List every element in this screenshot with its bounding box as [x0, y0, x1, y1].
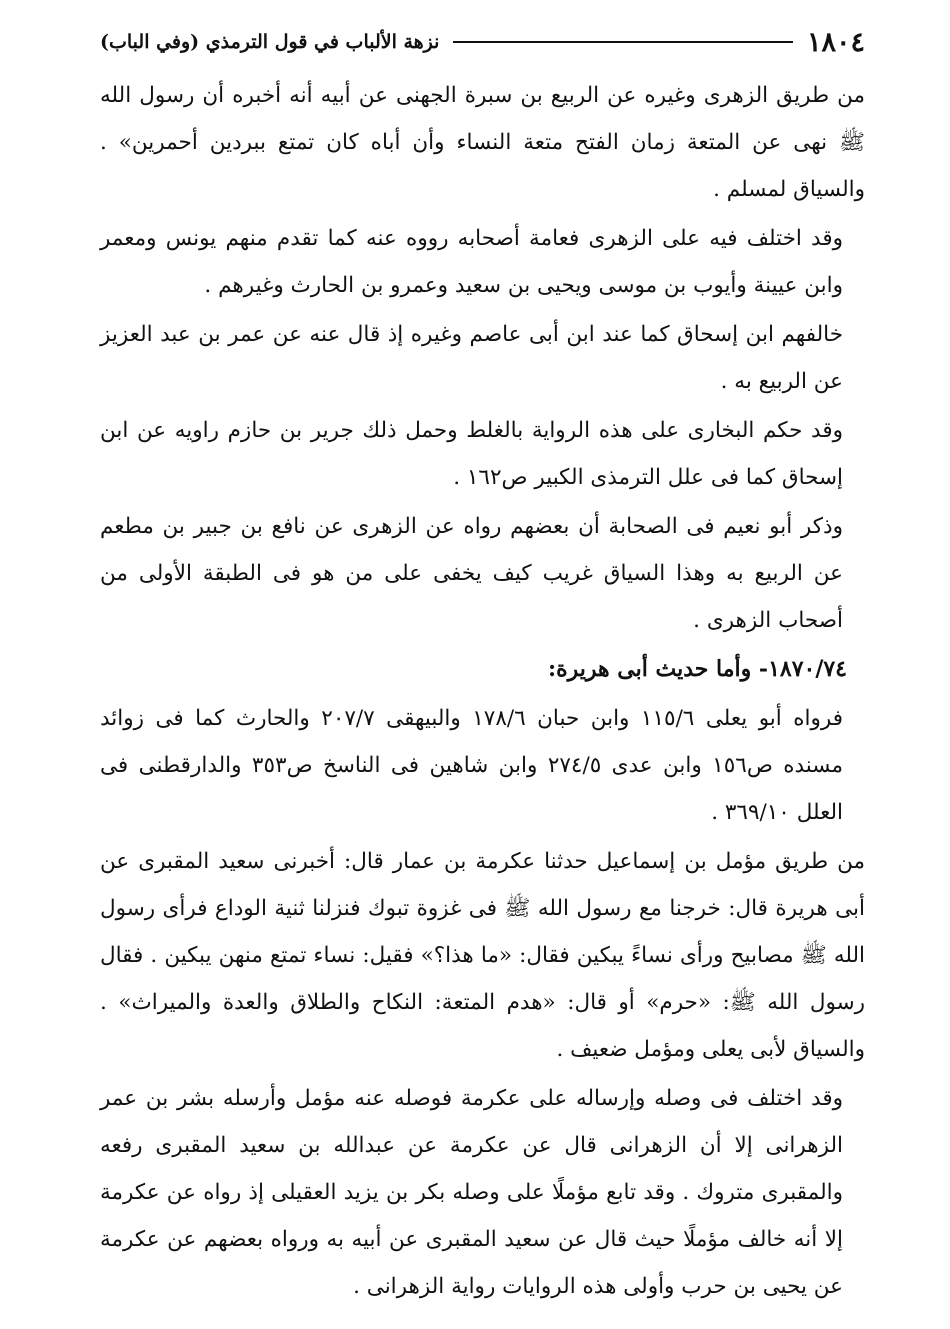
paragraph-6: فرواه أبو يعلى ١١٥/٦ وابن حبان ١٧٨/٦ والبيهقى ٢٠٧/٧ والحارث كما فى زوائد مسنده ص١٥٦ وابن عدى ٢٧٤/٥ وابن شاهين فى الناسخ ص٣٥٣ والدارقطنى فى العلل ٣٦٩/١٠ . [100, 706, 843, 825]
page-header [100, 22, 865, 62]
header-rule [453, 41, 793, 43]
page-number: ١٨٠٤ [806, 26, 865, 58]
section-heading: ١٨٧٠/٧٤- وأما حديث أبى هريرة: [547, 656, 847, 682]
paragraph-5: وذكر أبو نعيم فى الصحابة أن بعضهم رواه عن الزهرى عن نافع بن جبير بن مطعم عن الربيع به وهذا السياق غريب كيف يخفى على من هو فى الطبقة الأولى من أصحاب الزهرى . [100, 514, 843, 633]
paragraph-2: وقد اختلف فيه على الزهرى فعامة أصحابه رووه عنه كما تقدم منهم يونس ومعمر وابن عيينة وأيوب بن موسى ويحيى بن سعيد وعمرو بن الحارث وغيرهم . [100, 226, 843, 298]
paragraph-7: من طريق مؤمل بن إسماعيل حدثنا عكرمة بن عمار قال: أخبرنى سعيد المقبرى عن أبى هريرة قال: خرجنا مع رسول الله ﷺ فى غزوة تبوك فنزلنا ثنية الوداع فرأى رسول الله ﷺ مصابيح ورأى نساءً يبكين فقال: «ما هذا؟» فقيل: نساء تمتع منهن يبكين . فقال رسول الله ﷺ: «حرم» أو قال: «هدم المتعة: النكاح والطلاق والعدة والميراث» . والسياق لأبى يعلى ومؤمل ضعيف . [100, 849, 865, 1062]
page-body [100, 72, 865, 1312]
paragraph-4: وقد حكم البخارى على هذه الرواية بالغلط وحمل ذلك جرير بن حازم راويه عن ابن إسحاق كما فى علل الترمذى الكبير ص١٦٢ . [100, 418, 843, 490]
running-title: نزهة الألباب في قول الترمذي (وفي الباب) [100, 31, 440, 53]
paragraph-1: من طريق الزهرى وغيره عن الربيع بن سبرة الجهنى عن أبيه أنه أخبره أن رسول الله ﷺ نهى عن المتعة زمان الفتح متعة النساء وأن أباه كان تمتع ببردين أحمرين» . والسياق لمسلم . [100, 83, 865, 202]
paragraph-8: وقد اختلف فى وصله وإرساله على عكرمة فوصله عنه مؤمل وأرسله بشر بن عمر الزهرانى إلا أن الزهرانى قال عن عكرمة عن عبدالله بن سعيد المقبرى رفعه والمقبرى متروك . وقد تابع مؤملًا على وصله بكر بن يزيد العقيلى إذ رواه عن عكرمة إلا أنه خالف مؤملًا حيث قال عن سعيد المقبرى عن أبيه به ورواه بعضهم عن عكرمة عن يحيى بن حرب وأولى هذه الروايات رواية الزهرانى . [100, 1086, 843, 1299]
paragraph-3: خالفهم ابن إسحاق كما عند ابن أبى عاصم وغيره إذ قال عنه عن عمر بن عبد العزيز عن الربيع به . [100, 322, 843, 394]
